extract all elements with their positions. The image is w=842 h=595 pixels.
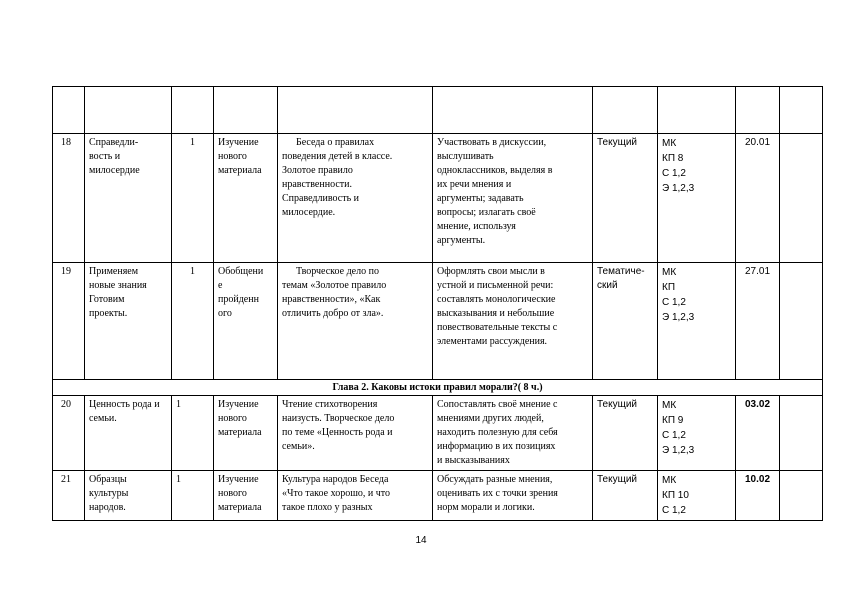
table-row: [53, 471, 823, 521]
table-cell: [780, 263, 823, 380]
table-cell: [736, 87, 780, 134]
table-cell: [214, 87, 278, 134]
table-cell: [53, 87, 85, 134]
student-activity: Участвовать в дискуссии, выслушивать одноклассников, выделяя в их речи мнения и аргументы; задавать вопросы; излагать своё мнение, используя аргументы.: [433, 134, 593, 263]
lesson-hours: 1: [172, 134, 214, 263]
lesson-topic: Применяем новые знания Готовим проекты.: [85, 263, 172, 380]
table-header-row: [53, 87, 823, 134]
lesson-type: Изучение нового материала: [214, 134, 278, 263]
references: МК КП 9 С 1,2 Э 1,2,3: [658, 396, 736, 471]
student-activity: Оформлять свои мысли в устной и письменной речи: составлять монологические высказывания и небольшие повествовательные тексты с элементами рассуждения.: [433, 263, 593, 380]
student-activity: Сопоставлять своё мнение с мнениями других людей, находить полезную для себя информацию в их позициях и высказываниях: [433, 396, 593, 471]
table-cell: [278, 87, 433, 134]
lesson-date: 03.02: [736, 396, 780, 471]
control-type: Текущий: [593, 471, 658, 521]
table-cell: [85, 87, 172, 134]
lesson-content: Творческое дело по темам «Золотое правило нравственности», «Как отличить добро от зла».: [278, 263, 433, 380]
lesson-content: Чтение стихотворения наизусть. Творческое дело по теме «Ценность рода и семьи».: [278, 396, 433, 471]
lesson-number: 20: [53, 396, 85, 471]
lesson-hours: 1: [172, 263, 214, 380]
chapter-title: Глава 2. Каковы истоки правил морали?( 8 ч.): [53, 380, 823, 396]
table-cell: [593, 87, 658, 134]
chapter-row: [53, 380, 823, 396]
lesson-number: 18: [53, 134, 85, 263]
references: МК КП С 1,2 Э 1,2,3: [658, 263, 736, 380]
references: МК КП 10 С 1,2: [658, 471, 736, 521]
lesson-hours: 1: [172, 396, 214, 471]
lesson-type: Обобщени е пройденн ого: [214, 263, 278, 380]
lesson-date: 20.01: [736, 134, 780, 263]
control-type: Тематиче- ский: [593, 263, 658, 380]
table-cell: [433, 87, 593, 134]
page-number: 14: [415, 535, 427, 546]
student-activity: Обсуждать разные мнения, оценивать их с точки зрения норм морали и логики.: [433, 471, 593, 521]
lesson-type: Изучение нового материала: [214, 396, 278, 471]
references: МК КП 8 С 1,2 Э 1,2,3: [658, 134, 736, 263]
table-cell: [780, 134, 823, 263]
lesson-topic: Образцы культуры народов.: [85, 471, 172, 521]
control-type: Текущий: [593, 134, 658, 263]
lesson-topic: Справедли- вость и милосердие: [85, 134, 172, 263]
control-type: Текущий: [593, 396, 658, 471]
lesson-date: 10.02: [736, 471, 780, 521]
lesson-content: Культура народов Беседа «Что такое хорошо, и что такое плохо у разных: [278, 471, 433, 521]
lesson-type: Изучение нового материала: [214, 471, 278, 521]
lesson-content: Беседа о правилах поведения детей в классе. Золотое правило нравственности. Справедливость и милосердие.: [278, 134, 433, 263]
lesson-number: 19: [53, 263, 85, 380]
table-row: [53, 263, 823, 380]
table-cell: [780, 87, 823, 134]
lesson-number: 21: [53, 471, 85, 521]
table-cell: [658, 87, 736, 134]
table-cell: [172, 87, 214, 134]
table-row: [53, 134, 823, 263]
lesson-date: 27.01: [736, 263, 780, 380]
table-cell: [780, 471, 823, 521]
lesson-topic: Ценность рода и семьи.: [85, 396, 172, 471]
lesson-plan-table: [52, 86, 823, 521]
table-cell: [780, 396, 823, 471]
table-row: [53, 396, 823, 471]
lesson-hours: 1: [172, 471, 214, 521]
